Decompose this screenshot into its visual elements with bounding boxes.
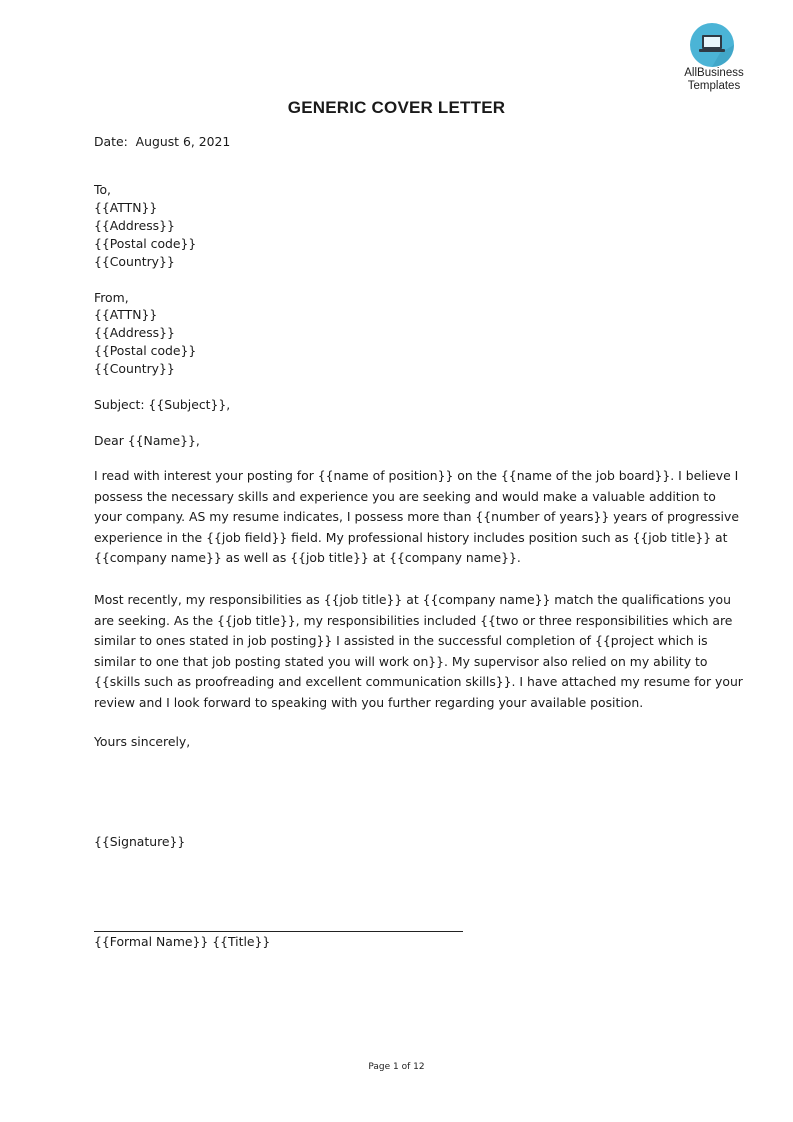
paragraph-line: review and I look forward to speaking with you further regarding your available position. — [94, 694, 644, 710]
paragraph-line: {{skills such as proofreading and excellent communication skills}}. I have attached my resume for your — [94, 674, 743, 690]
paragraph-line: your company. AS my resume indicates, I possess more than {{number of years}} years of progressive — [94, 509, 739, 525]
logo-text — [674, 67, 754, 93]
from-postal-code: {{Postal code}} — [94, 343, 197, 358]
subject-line: Subject: {{Subject}}, — [94, 397, 231, 412]
body-paragraph-2 — [94, 590, 743, 714]
signature-line — [94, 931, 463, 932]
to-label: To, — [94, 182, 111, 197]
company-logo — [674, 20, 754, 94]
to-address: {{Address}} — [94, 218, 175, 233]
laptop-icon — [690, 23, 734, 67]
document-title: GENERIC COVER LETTER — [287, 98, 506, 117]
from-country: {{Country}} — [94, 361, 175, 376]
to-postal-code: {{Postal code}} — [94, 236, 197, 251]
to-country: {{Country}} — [94, 254, 175, 269]
paragraph-line: I read with interest your posting for {{name of position}} on the {{name of the job board}}. I believe I — [94, 468, 739, 483]
closing: Yours sincerely, — [94, 734, 191, 749]
paragraph-line: Most recently, my responsibilities as {{job title}} at {{company name}} match the qualifications you — [94, 592, 731, 607]
body-paragraph-1 — [94, 466, 739, 569]
salutation: Dear {{Name}}, — [94, 433, 200, 448]
from-label: From, — [94, 290, 129, 305]
to-attn: {{ATTN}} — [94, 200, 158, 215]
logo-line-1: AllBusiness — [684, 67, 744, 79]
from-address: {{Address}} — [94, 325, 175, 340]
paragraph-line: experience in the {{job field}} field. My professional history includes position such as {{job title}} at — [94, 529, 728, 545]
formal-name: {{Formal Name}} {{Title}} — [94, 934, 271, 949]
paragraph-line: {{company name}} as well as {{job title}} at {{company name}}. — [94, 550, 521, 566]
from-attn: {{ATTN}} — [94, 307, 158, 322]
page-footer: Page 1 of 12 — [368, 1062, 425, 1072]
date-line: Date: August 6, 2021 — [94, 134, 231, 149]
paragraph-line: possess the necessary skills and experience you are seeking and would make a valuable addition to — [94, 488, 716, 504]
logo-line-2: Templates — [687, 80, 741, 92]
paragraph-line: similar to ones stated in job posting}} I assisted in the successful completion of {{project which is — [94, 633, 708, 649]
paragraph-line: are seeking. As the {{job title}}, my responsibilities included {{two or three responsibilities which are — [94, 612, 733, 628]
signature-placeholder: {{Signature}} — [94, 834, 186, 849]
paragraph-line: similar to one that job posting stated you will work on}}. My supervisor also relied on my ability to — [94, 653, 708, 669]
